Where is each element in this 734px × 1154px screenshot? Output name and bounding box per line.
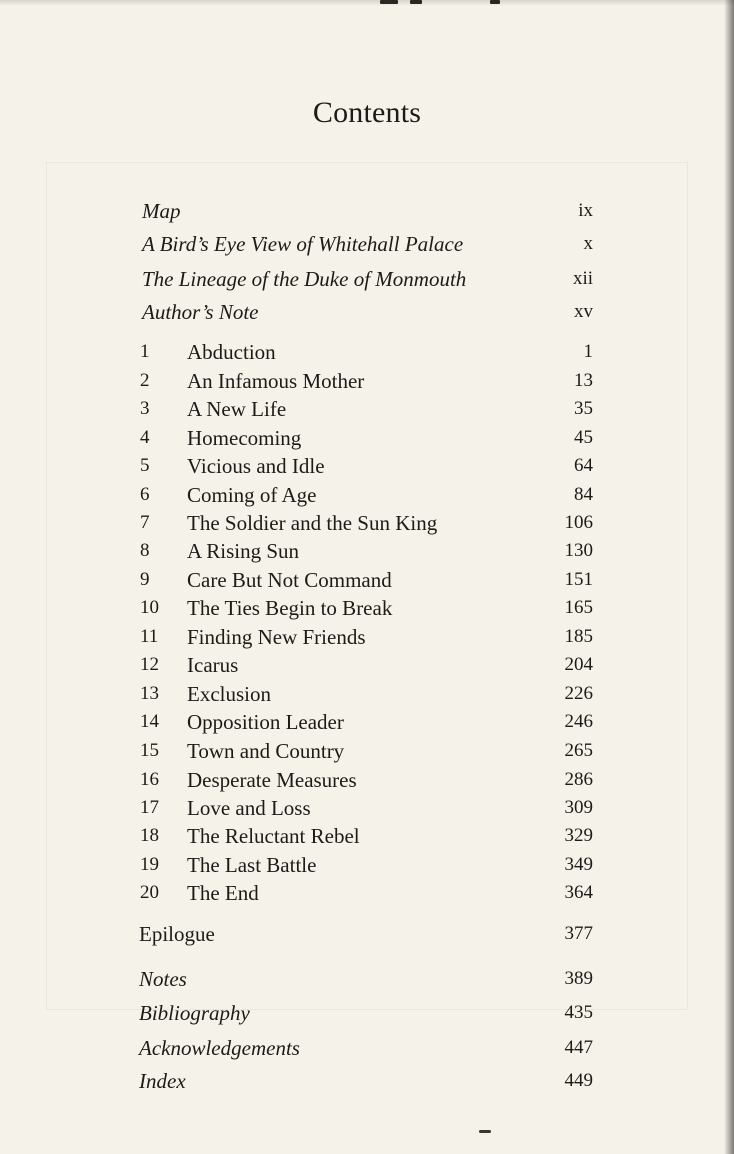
chapter-number: 15 (140, 740, 159, 761)
chapter-title: The Reluctant Rebel (187, 824, 360, 848)
toc-entry-page: 447 (564, 1037, 593, 1058)
chapter-number: 13 (140, 683, 159, 704)
chapter-number: 12 (140, 654, 159, 675)
toc-entry-label: Map (142, 199, 181, 223)
chapter-number: 1 (140, 341, 150, 362)
toc-entry-label: Acknowledgements (139, 1036, 300, 1060)
chapter-title: Finding New Friends (187, 625, 366, 649)
print-mark (490, 0, 500, 4)
chapter-page: 151 (564, 569, 593, 590)
toc-entry-label: The Lineage of the Duke of Monmouth (142, 267, 467, 291)
chapter-number: 11 (140, 626, 159, 647)
chapter-number: 10 (140, 597, 159, 618)
toc-entry-page: xv (574, 301, 593, 322)
toc-entry-whitehall-view[interactable] (0, 230, 734, 258)
chapter-page: 204 (564, 654, 593, 675)
chapter-number: 16 (140, 769, 159, 790)
toc-chapter-5[interactable] (0, 452, 734, 480)
toc-entry-label: Notes (139, 967, 187, 991)
toc-entry-label: Epilogue (139, 922, 215, 946)
chapter-number: 8 (140, 540, 150, 561)
chapter-page: 286 (564, 769, 593, 790)
chapter-number: 17 (140, 797, 159, 818)
ink-smudge (479, 1130, 491, 1133)
chapter-number: 14 (140, 711, 159, 732)
toc-entry-bibliography[interactable] (0, 999, 734, 1027)
toc-chapter-1[interactable] (0, 338, 734, 366)
toc-entry-page: x (583, 233, 593, 254)
toc-chapter-12[interactable] (0, 651, 734, 679)
toc-entry-page: 449 (564, 1070, 593, 1091)
chapter-title: Town and Country (187, 739, 345, 763)
chapter-title: A Rising Sun (187, 539, 300, 563)
chapter-title: Opposition Leader (187, 710, 344, 734)
toc-entry-page: 389 (564, 968, 593, 989)
toc-chapter-18[interactable] (0, 822, 734, 850)
chapter-title: The Last Battle (187, 853, 317, 877)
toc-chapter-15[interactable] (0, 737, 734, 765)
chapter-page: 309 (564, 797, 593, 818)
toc-chapter-13[interactable] (0, 680, 734, 708)
chapter-number: 4 (140, 427, 150, 448)
chapter-title: The Ties Begin to Break (187, 596, 393, 620)
toc-entry-page: xii (572, 268, 593, 289)
toc-chapter-20[interactable] (0, 879, 734, 907)
print-mark (380, 0, 398, 4)
page-top-shadow (0, 0, 734, 6)
toc-chapter-3[interactable] (0, 395, 734, 423)
chapter-page: 246 (564, 711, 593, 732)
toc-entry-notes[interactable] (0, 965, 734, 993)
toc-entry-label: Author’s Note (142, 300, 259, 324)
toc-entry-map[interactable] (0, 197, 734, 225)
toc-chapter-16[interactable] (0, 766, 734, 794)
chapter-page: 1 (583, 341, 593, 362)
toc-chapter-9[interactable] (0, 566, 734, 594)
page-edge-shadow (724, 0, 734, 1154)
toc-entry-label: A Bird’s Eye View of Whitehall Palace (142, 232, 464, 256)
print-mark (410, 0, 422, 4)
toc-entry-label: Index (139, 1069, 186, 1093)
chapter-number: 7 (140, 512, 150, 533)
chapter-page: 364 (564, 882, 593, 903)
chapter-title: A New Life (187, 397, 287, 421)
toc-entry-epilogue[interactable] (0, 920, 734, 948)
chapter-page: 130 (564, 540, 593, 561)
chapter-page: 45 (574, 427, 593, 448)
toc-chapter-8[interactable] (0, 537, 734, 565)
chapter-title: Care But Not Command (187, 568, 392, 592)
toc-chapter-6[interactable] (0, 481, 734, 509)
chapter-title: Love and Loss (187, 796, 311, 820)
chapter-page: 13 (574, 370, 593, 391)
chapter-page: 35 (574, 398, 593, 419)
toc-entry-page: 435 (564, 1002, 593, 1023)
chapter-title: Abduction (187, 340, 276, 364)
chapter-title: An Infamous Mother (187, 369, 365, 393)
toc-entry-page: 377 (564, 923, 593, 944)
toc-chapter-10[interactable] (0, 594, 734, 622)
chapter-title: The Soldier and the Sun King (187, 511, 438, 535)
chapter-page: 64 (574, 455, 593, 476)
toc-chapter-7[interactable] (0, 509, 734, 537)
chapter-number: 20 (140, 882, 159, 903)
chapter-page: 349 (564, 854, 593, 875)
toc-chapter-11[interactable] (0, 623, 734, 651)
toc-entry-page: ix (578, 200, 593, 221)
chapter-page: 106 (564, 512, 593, 533)
toc-entry-lineage[interactable] (0, 265, 734, 293)
toc-entry-authors-note[interactable] (0, 298, 734, 326)
chapter-page: 185 (564, 626, 593, 647)
chapter-title: Vicious and Idle (187, 454, 325, 478)
chapter-page: 165 (564, 597, 593, 618)
page-title: Contents (312, 96, 422, 129)
chapter-number: 3 (140, 398, 150, 419)
chapter-page: 329 (564, 825, 593, 846)
chapter-title: Exclusion (187, 682, 271, 706)
chapter-title: Icarus (187, 653, 239, 677)
toc-entry-acknowledgements[interactable] (0, 1034, 734, 1062)
chapter-title: Coming of Age (187, 483, 317, 507)
toc-entry-index[interactable] (0, 1067, 734, 1095)
chapter-page: 84 (574, 484, 593, 505)
chapter-title: Desperate Measures (187, 768, 357, 792)
chapter-number: 2 (140, 370, 150, 391)
toc-chapter-4[interactable] (0, 424, 734, 452)
chapter-title: The End (187, 881, 259, 905)
chapter-number: 18 (140, 825, 159, 846)
chapter-number: 6 (140, 484, 150, 505)
chapter-number: 19 (140, 854, 159, 875)
chapter-title: Homecoming (187, 426, 302, 450)
chapter-number: 9 (140, 569, 150, 590)
chapter-page: 265 (564, 740, 593, 761)
toc-chapter-2[interactable] (0, 367, 734, 395)
toc-entry-label: Bibliography (139, 1001, 250, 1025)
toc-chapter-14[interactable] (0, 708, 734, 736)
toc-chapter-19[interactable] (0, 851, 734, 879)
chapter-page: 226 (564, 683, 593, 704)
toc-chapter-17[interactable] (0, 794, 734, 822)
chapter-number: 5 (140, 455, 150, 476)
